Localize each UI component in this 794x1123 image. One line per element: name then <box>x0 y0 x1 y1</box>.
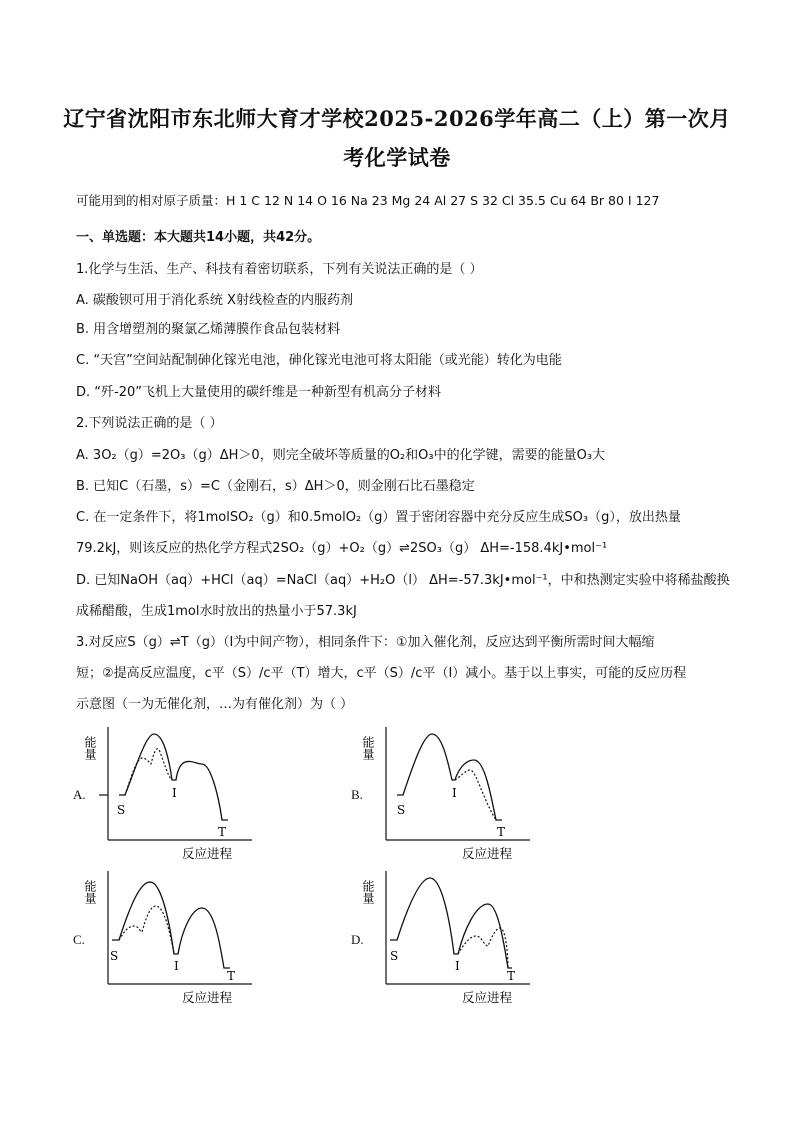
label-s: S <box>117 803 126 817</box>
q3-option-d-label: D. <box>351 932 364 947</box>
q1-option-d: D. “歼-20”飞机上大量使用的碳纤维是一种新型有机高分子材料 <box>76 385 441 400</box>
q1-stem: 1.化学与生活、生产、科技有着密切联系，下列有关说法正确的是（ ） <box>76 262 483 277</box>
y-axis-label: 能量 <box>84 736 97 760</box>
y-axis-label: 能量 <box>362 880 375 904</box>
q3-diagram-a <box>84 722 254 868</box>
section1-heading: 一、单选题：本大题共14小题，共42分。 <box>76 230 321 245</box>
label-i: I <box>172 786 177 800</box>
atomic-masses: 可能用到的相对原子质量：H 1 C 12 N 14 O 16 Na 23 Mg 24 Al 27 S 32 Cl 35.5 Cu 64 Br 80 I 127 <box>76 193 660 208</box>
q3-option-c-label: C. <box>73 932 85 947</box>
q1-option-a: A. 碳酸钡可用于消化系统 X射线检查的内服药剂 <box>76 293 353 308</box>
q1-option-b: B. 用含增塑剂的聚氯乙烯薄膜作食品包装材料 <box>76 322 341 337</box>
x-axis-label: 反应进程 <box>462 846 513 861</box>
label-t: T <box>497 825 506 839</box>
q2-option-d-line2: 成稀醋酸，生成1mol水时放出的热量小于57.3kJ <box>76 604 357 619</box>
q3-stem-line3: 示意图（一为无催化剂，…为有催化剂）为（ ） <box>76 697 354 712</box>
label-t: T <box>507 969 516 983</box>
q2-option-b: B. 已知C（石墨，s）=C（金刚石，s）ΔH＞0，则金刚石比石墨稳定 <box>76 479 475 494</box>
y-axis-label: 能量 <box>84 880 97 904</box>
q3-stem-line2: 短；②提高反应温度，c平（S）/c平（T）增大，c平（S）/c平（I）减小。基于以上事实，可能的反应历程 <box>76 666 687 681</box>
q3-diagram-b <box>362 722 532 868</box>
x-axis-label: 反应进程 <box>182 846 233 861</box>
q2-option-c-line1: C. 在一定条件下，将1molSO₂（g）和0.5molO₂（g）置于密闭容器中充分反应生成SO₃（g），放出热量 <box>76 510 681 525</box>
label-s: S <box>110 949 119 963</box>
label-t: T <box>227 969 236 983</box>
label-s: S <box>390 949 399 963</box>
label-t: T <box>218 825 227 839</box>
q3-diagram-d <box>362 866 532 1012</box>
y-axis-label: 能量 <box>362 736 375 760</box>
label-s: S <box>397 803 406 817</box>
exam-title-line1: 辽宁省沈阳市东北师大育才学校2025-2026学年高二（上）第一次月 <box>63 106 731 131</box>
q3-stem-line1: 3.对反应S（g）⇌T（g）（I为中间产物），相同条件下：①加入催化剂，反应达到平衡所需时间大幅缩 <box>76 635 655 650</box>
label-i: I <box>452 786 457 800</box>
q3-diagram-c <box>84 866 254 1012</box>
q2-stem: 2.下列说法正确的是（ ） <box>76 416 223 431</box>
q3-option-b-label: B. <box>351 787 363 802</box>
exam-title-line2: 考化学试卷 <box>343 145 451 170</box>
x-axis-label: 反应进程 <box>182 990 233 1005</box>
q1-option-c: C. “天宫”空间站配制砷化镓光电池，砷化镓光电池可将太阳能（或光能）转化为电能 <box>76 353 562 368</box>
q2-option-a: A. 3O₂（g）=2O₃（g）ΔH＞0，则完全破坏等质量的O₂和O₃中的化学键，需要的能量O₃大 <box>76 448 606 463</box>
x-axis-label: 反应进程 <box>462 990 513 1005</box>
q3-option-a-label: A. <box>73 787 86 802</box>
q2-option-d-line1: D. 已知NaOH（aq）+HCl（aq）=NaCl（aq）+H₂O（l） ΔH=-57.3kJ•mol⁻¹，中和热测定实验中将稀盐酸换 <box>76 573 730 588</box>
label-i: I <box>455 959 460 973</box>
q2-option-c-line2: 79.2kJ，则该反应的热化学方程式2SO₂（g）+O₂（g）⇌2SO₃（g） ΔH=-158.4kJ•mol⁻¹ <box>76 541 608 556</box>
label-i: I <box>174 959 179 973</box>
